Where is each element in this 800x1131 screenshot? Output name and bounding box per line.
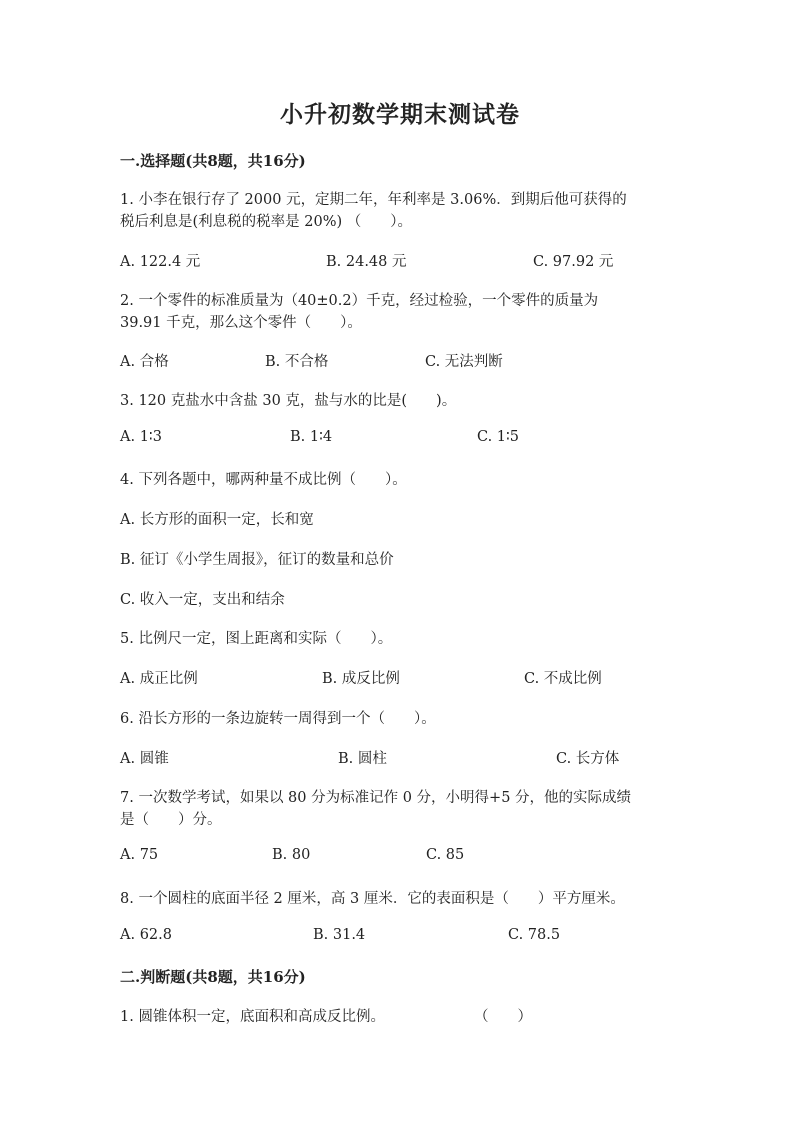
question-4-option-a: A. 长方形的面积一定，长和宽 bbox=[120, 512, 314, 528]
question-1-line-1: 1. 小李在银行存了 2000 元，定期二年，年利率是 3.06%．到期后他可获得的 bbox=[120, 192, 627, 208]
judge-question-1-blank: （ ） bbox=[474, 1009, 532, 1025]
question-2-option-a: A. 合格 bbox=[120, 354, 169, 370]
question-3-option-c: C. 1∶5 bbox=[477, 429, 520, 445]
section-heading-choice: 一.选择题(共8题，共16分) bbox=[120, 152, 306, 170]
question-2-line-1: 2. 一个零件的标准质量为（40±0.2）千克，经过检验，一个零件的质量为 bbox=[120, 293, 599, 309]
question-7-line-1: 7. 一次数学考试，如果以 80 分为标准记作 0 分，小明得+5 分，他的实际成绩 bbox=[120, 790, 632, 806]
question-6-line-1: 6. 沿长方形的一条边旋转一周得到一个（ ）。 bbox=[120, 711, 436, 727]
question-3-option-b: B. 1∶4 bbox=[290, 429, 333, 445]
question-5-option-b: B. 成反比例 bbox=[322, 671, 400, 687]
question-5-option-c: C. 不成比例 bbox=[524, 671, 602, 687]
question-4-line-1: 4. 下列各题中，哪两种量不成比例（ ）。 bbox=[120, 472, 407, 488]
question-3-line-1: 3. 120 克盐水中含盐 30 克，盐与水的比是( )。 bbox=[120, 393, 457, 409]
question-2-option-c: C. 无法判断 bbox=[425, 354, 503, 370]
judge-question-1: 1. 圆锥体积一定，底面积和高成反比例。 bbox=[120, 1009, 385, 1025]
question-2-line-2: 39.91 千克，那么这个零件（ ）。 bbox=[120, 315, 362, 331]
question-5-line-1: 5. 比例尺一定，图上距离和实际（ ）。 bbox=[120, 631, 393, 647]
question-6-option-a: A. 圆锥 bbox=[120, 751, 169, 767]
question-1-option-c: C. 97.92 元 bbox=[533, 254, 614, 270]
section-heading-judge: 二.判断题(共8题，共16分) bbox=[120, 968, 306, 986]
question-4-option-c: C. 收入一定，支出和结余 bbox=[120, 592, 285, 608]
question-6-option-c: C. 长方体 bbox=[556, 751, 620, 767]
question-7-line-2: 是（ ）分。 bbox=[120, 812, 222, 828]
question-1-line-2: 税后利息是(利息税的税率是 20%) （ ）。 bbox=[120, 214, 413, 230]
question-8-option-b: B. 31.4 bbox=[313, 927, 366, 943]
question-6-option-b: B. 圆柱 bbox=[338, 751, 387, 767]
question-8-line-1: 8. 一个圆柱的底面半径 2 厘米，高 3 厘米．它的表面积是（ ）平方厘米。 bbox=[120, 891, 625, 907]
question-8-option-a: A. 62.8 bbox=[120, 927, 172, 943]
question-7-option-c: C. 85 bbox=[426, 847, 465, 863]
question-2-option-b: B. 不合格 bbox=[265, 354, 329, 370]
question-8-option-c: C. 78.5 bbox=[508, 927, 561, 943]
question-7-option-b: B. 80 bbox=[272, 847, 311, 863]
question-4-option-b: B. 征订《小学生周报》，征订的数量和总价 bbox=[120, 552, 394, 568]
question-1-option-b: B. 24.48 元 bbox=[326, 254, 407, 270]
question-5-option-a: A. 成正比例 bbox=[120, 671, 198, 687]
question-7-option-a: A. 75 bbox=[120, 847, 159, 863]
question-3-option-a: A. 1∶3 bbox=[120, 429, 162, 445]
page-title: 小升初数学期末测试卷 bbox=[280, 101, 520, 128]
question-1-option-a: A. 122.4 元 bbox=[120, 254, 201, 270]
